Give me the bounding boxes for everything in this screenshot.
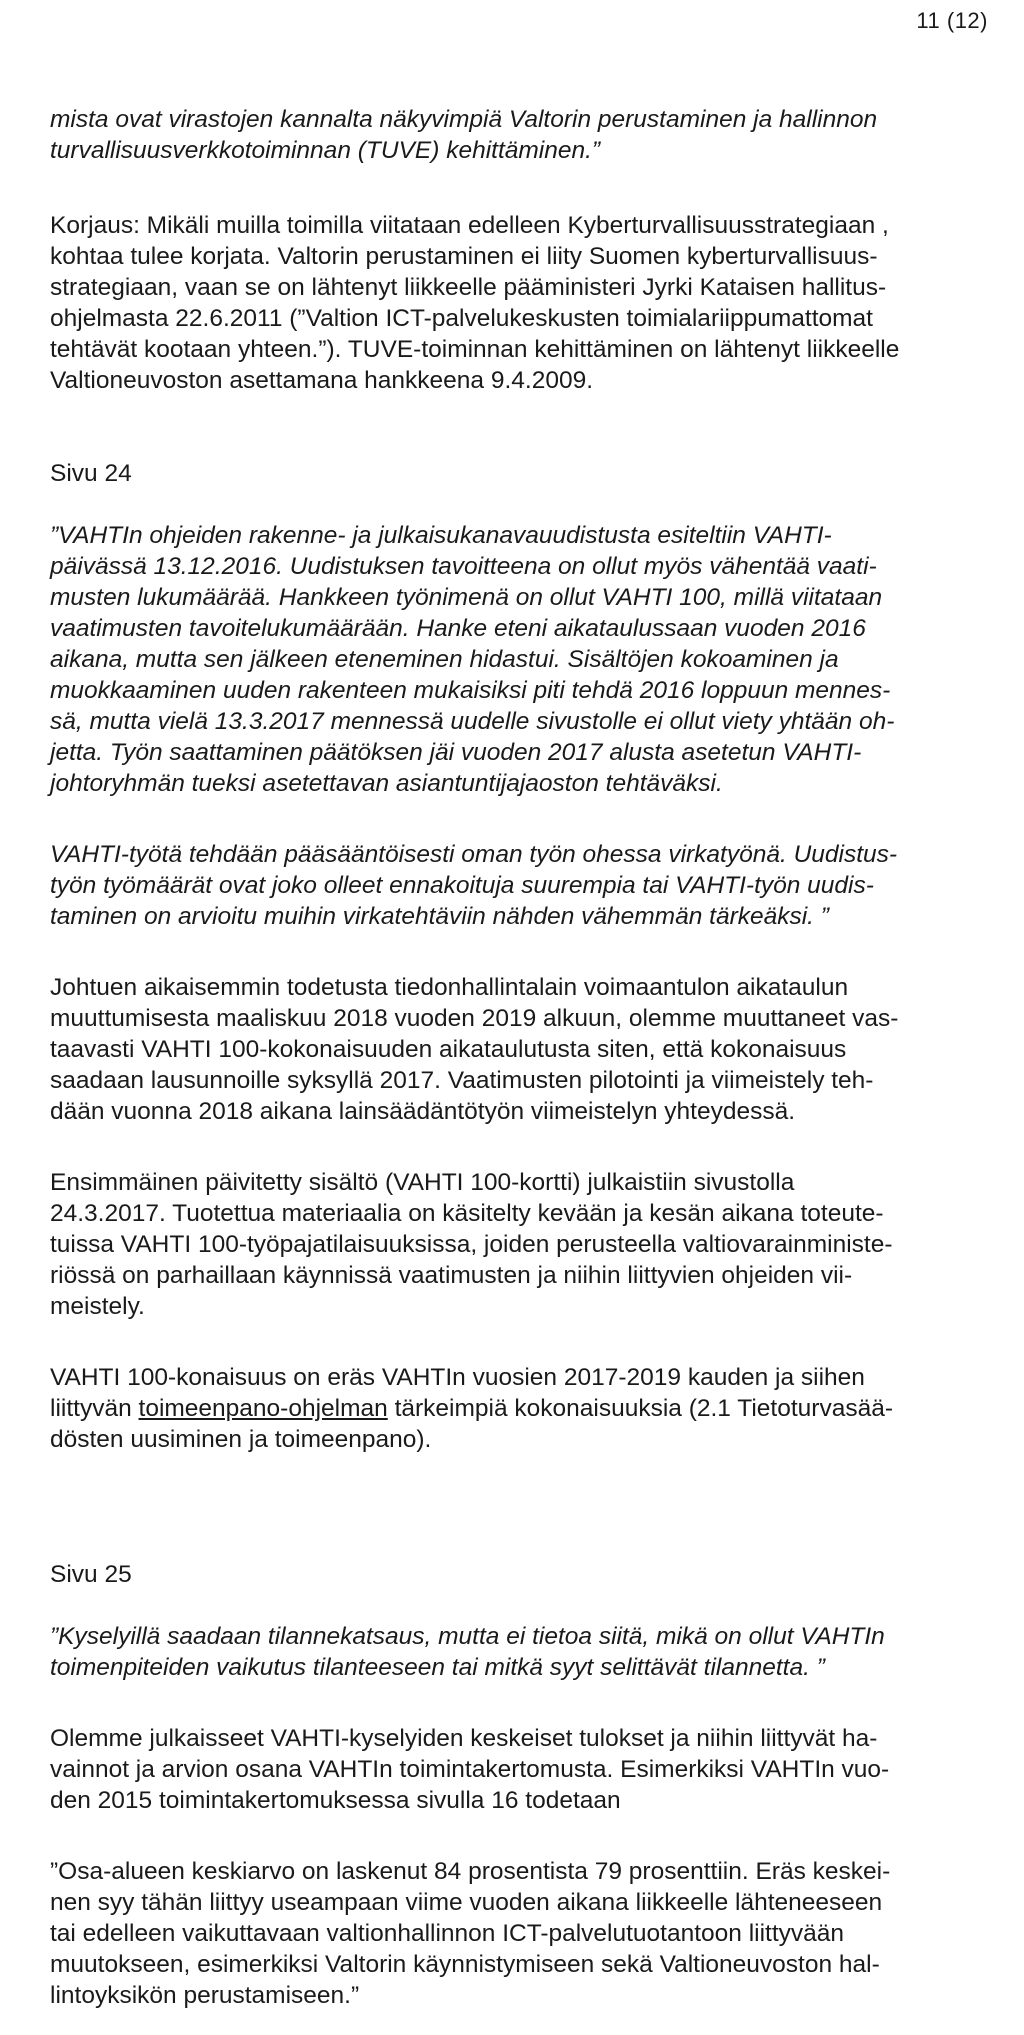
text-run: VAHTI 100-konaisuus on eräs VAHTIn vuosien 2017-2019 kauden ja siihen bbox=[50, 1364, 865, 1391]
paragraph-line: muokkaaminen uuden rakenteen mukaisiksi piti tehdä 2016 loppuun mennes- bbox=[50, 677, 891, 704]
paragraph-line: mista ovat virastojen kannalta näkyvimpiä Valtorin perustaminen ja hallinnon bbox=[50, 106, 878, 133]
paragraph-line: musten lukumäärää. Hankkeen työnimenä on ollut VAHTI 100, millä viitataan bbox=[50, 584, 883, 611]
olemme-paragraph bbox=[50, 1723, 1024, 1816]
paragraph-line: strategiaan, vaan se on lähtenyt liikkeelle pääministeri Jyrki Kataisen hallitus- bbox=[50, 274, 887, 301]
paragraph-line: nen syy tähän liittyy useampaan viime vuoden aikana liikkeelle lähteneeseen bbox=[50, 1889, 883, 1916]
vahti100-paragraph bbox=[50, 1362, 1024, 1455]
quote-vahti-tyo-paragraph bbox=[50, 839, 1024, 932]
paragraph-line: kohtaa tulee korjata. Valtorin perustaminen ei liity Suomen kyberturvallisuus- bbox=[50, 243, 878, 270]
johtuen-paragraph bbox=[50, 972, 1024, 1127]
paragraph-line: meistely. bbox=[50, 1293, 145, 1320]
paragraph-line: Valtioneuvoston asettamana hankkeena 9.4.2009. bbox=[50, 367, 594, 394]
paragraph-line: työn työmäärät ovat joko olleet ennakoituja suurempia tai VAHTI-työn uudis- bbox=[50, 872, 874, 899]
paragraph-line: Korjaus: Mikäli muilla toimilla viitataan edelleen Kyberturvallisuusstrategiaan , bbox=[50, 212, 889, 239]
paragraph-line: jetta. Työn saattaminen päätöksen jäi vuoden 2017 alusta asetetun VAHTI- bbox=[50, 739, 862, 766]
osa-alueen-paragraph bbox=[50, 1856, 1024, 2011]
paragraph-line bbox=[50, 1362, 1024, 1393]
document-body bbox=[50, 104, 1024, 2011]
paragraph-line: VAHTI-työtä tehdään pääsääntöisesti oman työn ohessa virkatyönä. Uudistus- bbox=[50, 841, 898, 868]
paragraph-line bbox=[50, 1393, 1024, 1424]
paragraph-line: tuissa VAHTI 100-työpajatilaisuuksissa, joiden perusteella valtiovarainministe- bbox=[50, 1231, 893, 1258]
section-heading-sivu-25 bbox=[50, 1559, 1024, 1590]
paragraph-line: ohjelmasta 22.6.2011 (”Valtion ICT-palvelukeskusten toimialariippumattomat bbox=[50, 305, 873, 332]
paragraph-line: ”Osa-alueen keskiarvo on laskenut 84 prosentista 79 prosenttiin. Eräs keskei- bbox=[50, 1858, 891, 1885]
quote-tuve-paragraph bbox=[50, 104, 1024, 166]
paragraph-line: Johtuen aikaisemmin todetusta tiedonhallintalain voimaantulon aikataulun bbox=[50, 974, 849, 1001]
paragraph-line: dään vuonna 2018 aikana lainsäädäntötyön viimeistelyn yhteydessä. bbox=[50, 1098, 796, 1125]
korjaus-paragraph bbox=[50, 210, 1024, 396]
paragraph-line: vainnot ja arvion osana VAHTIn toimintakertomusta. Esimerkiksi VAHTIn vuo- bbox=[50, 1756, 890, 1783]
paragraph-line: muuttumisesta maaliskuu 2018 vuoden 2019 alkuun, olemme muuttaneet vas- bbox=[50, 1005, 899, 1032]
paragraph-line: Olemme julkaisseet VAHTI-kyselyiden keskeiset tulokset ja niihin liittyvät ha- bbox=[50, 1725, 878, 1752]
text-run: liittyvän bbox=[50, 1395, 139, 1422]
paragraph-line: aikana, mutta sen jälkeen eteneminen hidastui. Sisältöjen kokoaminen ja bbox=[50, 646, 839, 673]
paragraph-line: lintoyksikön perustamiseen.” bbox=[50, 1982, 360, 2009]
paragraph-line: vaatimusten tavoitelukumäärään. Hanke eteni aikataulussaan vuoden 2016 bbox=[50, 615, 866, 642]
paragraph-line: sä, mutta vielä 13.3.2017 mennessä uudelle sivustolle ei ollut viety yhtään oh- bbox=[50, 708, 895, 735]
paragraph-line: 24.3.2017. Tuotettua materiaalia on käsitelty kevään ja kesän aikana toteute- bbox=[50, 1200, 884, 1227]
section-heading: Sivu 24 bbox=[50, 460, 132, 487]
page-number: 11 (12) bbox=[916, 8, 988, 33]
ensimmainen-paragraph bbox=[50, 1167, 1024, 1322]
paragraph-line: den 2015 toimintakertomuksessa sivulla 16 todetaan bbox=[50, 1787, 621, 1814]
text-run: tärkeimpiä kokonaisuuksia (2.1 Tietoturvasää- bbox=[387, 1395, 893, 1422]
paragraph-line bbox=[50, 1424, 1024, 1455]
toimeenpano-ohjelma-link[interactable]: toimeenpano-ohjelman bbox=[138, 1395, 388, 1422]
paragraph-line: johtoryhmän tueksi asetettavan asiantuntijajaoston tehtäväksi. bbox=[50, 770, 723, 797]
quote-vahti-rakenne-paragraph bbox=[50, 520, 1024, 799]
section-heading-sivu-24 bbox=[50, 458, 1024, 489]
paragraph-line: muutokseen, esimerkiksi Valtorin käynnistymiseen sekä Valtioneuvoston hal- bbox=[50, 1951, 880, 1978]
quote-kysely-paragraph bbox=[50, 1621, 1024, 1683]
paragraph-line: tai edelleen vaikuttavaan valtionhallinnon ICT-palvelutuotantoon liittyvään bbox=[50, 1920, 845, 1947]
paragraph-line: ”Kyselyillä saadaan tilannekatsaus, mutta ei tietoa siitä, mikä on ollut VAHTIn bbox=[50, 1623, 885, 1650]
paragraph-line: ”VAHTIn ohjeiden rakenne- ja julkaisukanavauudistusta esiteltiin VAHTI- bbox=[50, 522, 832, 549]
paragraph-line: päivässä 13.12.2016. Uudistuksen tavoitteena on ollut myös vähentää vaati- bbox=[50, 553, 877, 580]
paragraph-line: saadaan lausunnoille syksyllä 2017. Vaatimusten pilotointi ja viimeistely teh- bbox=[50, 1067, 874, 1094]
section-heading: Sivu 25 bbox=[50, 1561, 132, 1588]
paragraph-line: tehtävät kootaan yhteen.”). TUVE-toiminnan kehittäminen on lähtenyt liikkeelle bbox=[50, 336, 900, 363]
paragraph-line: taminen on arvioitu muihin virkatehtäviin nähden vähemmän tärkeäksi. ” bbox=[50, 903, 829, 930]
text-run: dösten uusiminen ja toimeenpano). bbox=[50, 1426, 432, 1453]
paragraph-line: riössä on parhaillaan käynnissä vaatimusten ja niihin liittyvien ohjeiden vii- bbox=[50, 1262, 853, 1289]
paragraph-line: taavasti VAHTI 100-kokonaisuuden aikataulutusta siten, että kokonaisuus bbox=[50, 1036, 847, 1063]
paragraph-line: Ensimmäinen päivitetty sisältö (VAHTI 100-kortti) julkaistiin sivustolla bbox=[50, 1169, 795, 1196]
paragraph-line: toimenpiteiden vaikutus tilanteeseen tai mitkä syyt selittävät tilannetta. ” bbox=[50, 1654, 825, 1681]
paragraph-line: turvallisuusverkkotoiminnan (TUVE) kehittäminen.” bbox=[50, 137, 601, 164]
